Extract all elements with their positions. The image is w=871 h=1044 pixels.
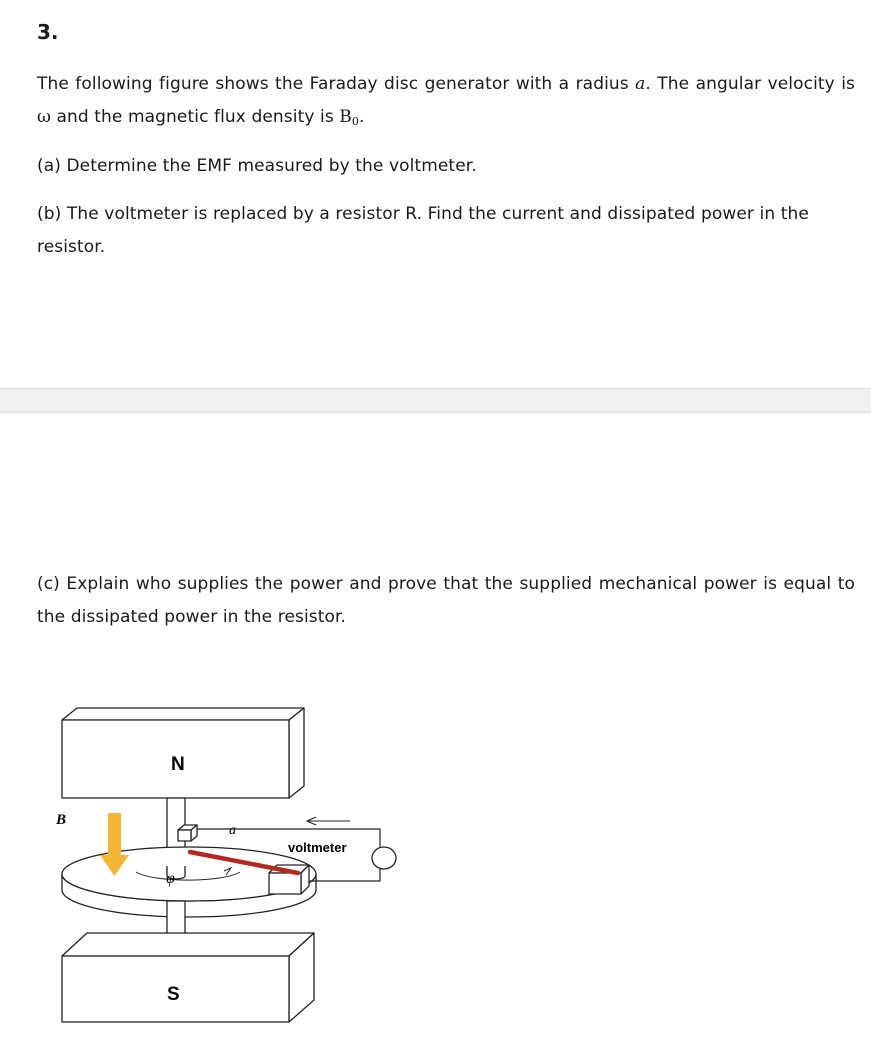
faraday-disc-figure <box>40 700 410 1035</box>
flux-symbol: B <box>339 107 352 127</box>
north-label: N <box>171 754 185 775</box>
voltmeter-label: voltmeter <box>288 840 347 855</box>
omega-symbol: ω <box>37 107 51 127</box>
intro-text-3: and the magnetic flux density is <box>56 107 340 127</box>
problem-number: 3. <box>37 20 59 44</box>
south-label: S <box>167 984 180 1005</box>
flux-subscript: 0 <box>351 115 359 128</box>
page-break-divider <box>0 388 871 413</box>
radius-symbol: a <box>635 74 646 94</box>
field-label: B <box>56 812 67 828</box>
part-c-question: (c) Explain who supplies the power and prove that the supplied mechanical power is equal to the dissipated power in the resistor. <box>37 574 855 627</box>
voltmeter-dial <box>372 847 396 869</box>
part-b-question: (b) The voltmeter is replaced by a resistor R. Find the current and dissipated power in the resistor. <box>37 204 809 257</box>
north-magnet <box>62 708 304 798</box>
current-direction-arrow <box>307 817 350 825</box>
part-a-question: (a) Determine the EMF measured by the voltmeter. <box>37 156 477 176</box>
shaft-brush <box>178 825 197 841</box>
angle-label: φ <box>166 870 175 887</box>
intro-text-2: . The angular velocity is <box>645 74 855 94</box>
intro-text-4: . <box>358 107 365 127</box>
radius-label: a <box>229 823 236 838</box>
problem-intro <box>37 68 855 138</box>
south-magnet <box>62 933 314 1022</box>
intro-text-1: The following figure shows the Faraday disc generator with a radius <box>37 74 636 94</box>
